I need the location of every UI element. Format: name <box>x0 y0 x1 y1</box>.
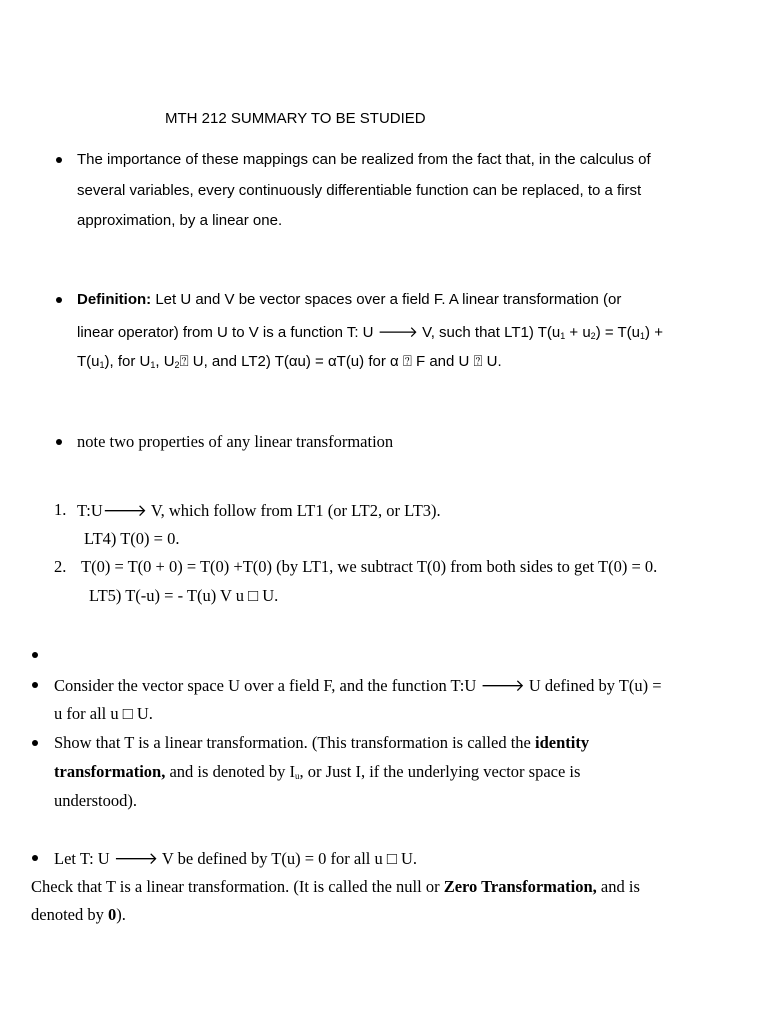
paragraph-line: The importance of these mappings can be realized from the fact that, in the calculus of <box>77 151 651 168</box>
bullet <box>32 740 38 746</box>
right-arrow-icon: 🡒 <box>113 849 159 868</box>
bullet <box>56 297 62 303</box>
list-subline: LT4) T(0) = 0. <box>84 529 180 548</box>
right-arrow-icon: 🡒 <box>480 676 525 695</box>
page-title: MTH 212 SUMMARY TO BE STUDIED <box>165 110 426 127</box>
paragraph-line: u for all u □ U. <box>54 704 153 723</box>
definition-label: Definition: <box>77 291 152 308</box>
paragraph-line: denoted by 0). <box>31 905 126 924</box>
paragraph-line: Check that T is a linear transformation. (It is called the null or Zero Transformation, and is <box>31 877 640 896</box>
list-number: 2. <box>54 557 67 576</box>
definition-line: linear operator) from U to V is a function T: U 🡒 V, such that LT1) $T(u_1 + u_2) = T(u_1)$ + <box>77 324 663 341</box>
list-item: T(0) = T(0 + 0) = T(0) +T(0) (by LT1, we subtract T(0) from both sides to get T(0) = 0. <box>81 557 658 576</box>
note-text: note two properties of any linear transformation <box>77 432 394 451</box>
paragraph-line: Let T: U 🡒 V be defined by T(u) = 0 for all u □ U. <box>54 849 418 868</box>
definition-line: $T(u_1)$, for $U_1$, $U_2⍰$ U, and LT2) T(αu) = αT(u) for α ⍰ F and U ⍰ U. <box>77 353 502 370</box>
bullet <box>32 652 38 658</box>
bullet <box>32 682 38 688</box>
paragraph-line: understood). <box>54 791 137 810</box>
definition-line: Definition: Let U and V be vector spaces over a field F. A linear transformation (or <box>77 291 622 308</box>
bullet <box>56 157 62 163</box>
paragraph-line: Show that T is a linear transformation. (This transformation is called the identity <box>54 733 590 752</box>
paragraph-line: approximation, by a linear one. <box>77 212 283 229</box>
paragraph-line: transformation, and is denoted by $I_u$, or Just I, if the underlying vector space is <box>54 762 581 781</box>
paragraph-line: several variables, every continuously differentiable function can be replaced, to a first <box>77 182 642 199</box>
list-subline: LT5) T(-u) = - T(u) V u □ U. <box>89 586 279 605</box>
bullet <box>56 439 62 445</box>
right-arrow-icon: 🡒 <box>377 324 418 341</box>
list-number: 1. <box>54 500 67 519</box>
paragraph-line: Consider the vector space U over a field F, and the function T:U 🡒 U defined by T(u) = <box>54 676 662 695</box>
list-item: T:U🡒 V, which follow from LT1 (or LT2, or LT3). <box>77 501 441 520</box>
right-arrow-icon: 🡒 <box>102 501 148 520</box>
bullet <box>32 855 38 861</box>
